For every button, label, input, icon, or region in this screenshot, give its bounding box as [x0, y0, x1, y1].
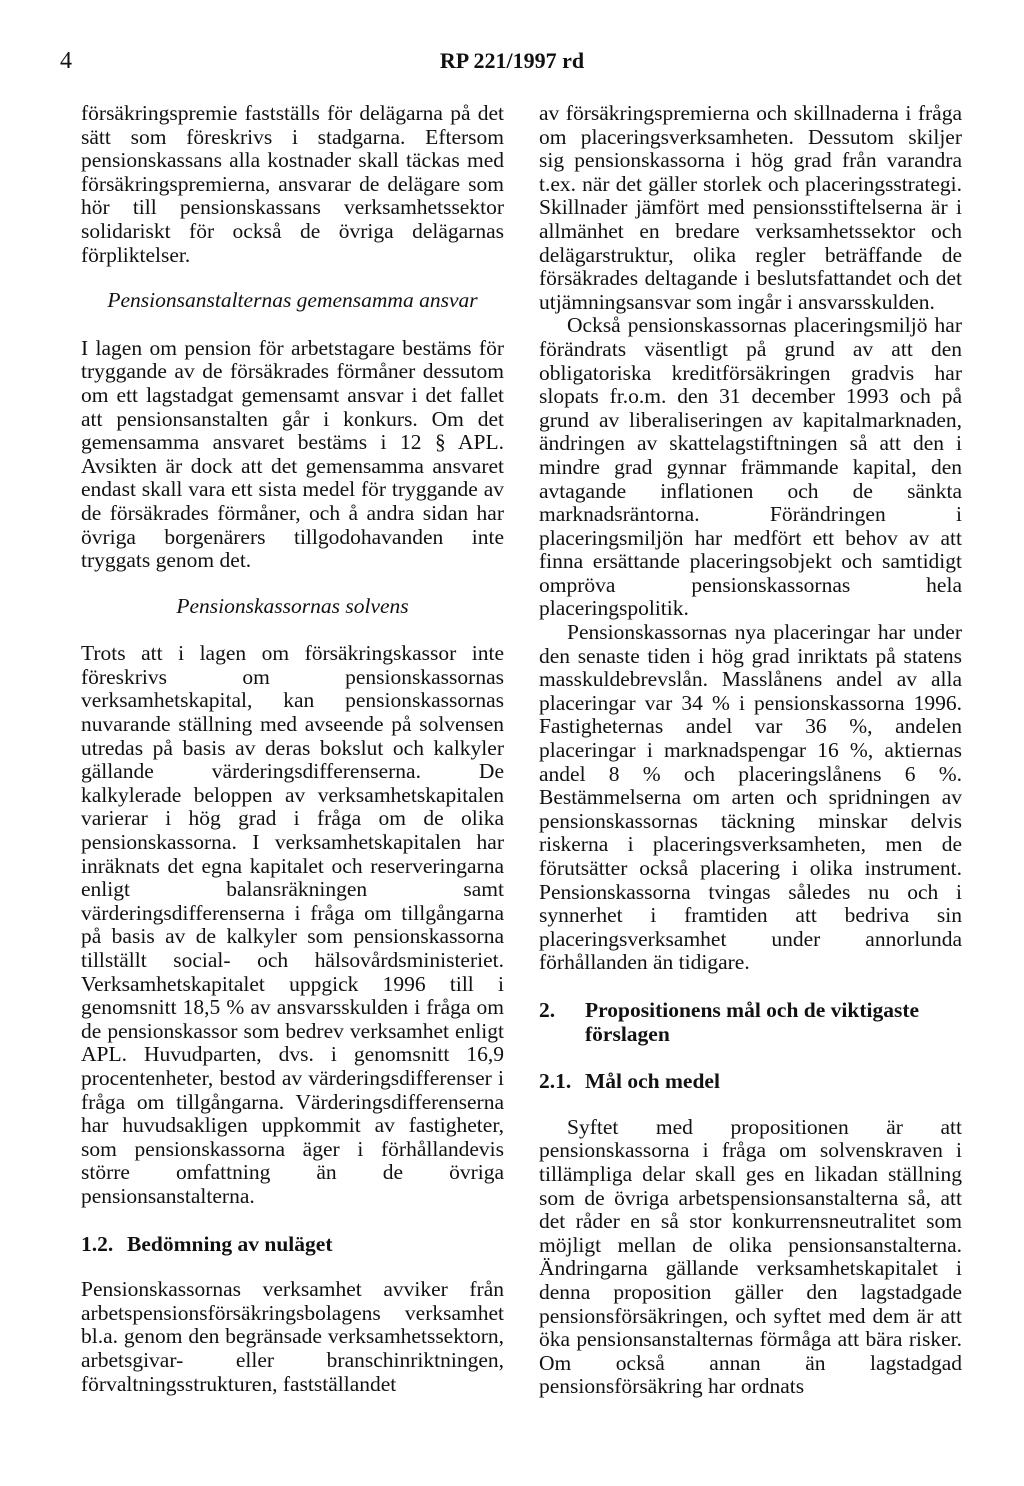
paragraph: Också pensionskassornas placeringsmiljö har förändrats väsentligt på grund av att den obligatoriska kreditförsäkringen gradvis har slopats fr.o.m. den 31 december 1993 och på grund av liberaliseringen av kapitalmarknaden, ändringen av skattelagstiftningen så att den i mindre grad gynnar främmande kapital, den avtagande inflationen och de sänkta marknadsräntorna. Förändringen i placeringsmiljön har medfört ett behov av att finna ersättande placeringsobjekt och samtidigt ompröva pensionskassornas hela placeringspolitik. — [539, 313, 962, 621]
section-heading-numbered — [81, 1233, 504, 1257]
paragraph: Pensionskassornas nya placeringar har under den senaste tiden i hög grad inriktats på statens masskuldebrevslån. Masslånens andel av alla placeringar var 34 % i pensionskassorna 1996. Fastigheternas andel var 36 %, andelen placeringar i marknadspengar 16 %, aktiernas andel 8 % och placeringslånens 6 %. Bestämmelserna om arten och spridningen av pensionskassornas täckning minskar delvis riskerna i placeringsverksamheten, men de förutsätter också placering i olika instrument. Pensionskassorna tvingas således nu och i synnerhet i framtiden att bedriva sin placeringsverksamhet under annorlunda förhållanden än tidigare. — [539, 620, 962, 975]
paragraph: försäkringspremie fastställs för delägarna på det sätt som föreskrivs i stadgarna. Eftersom pensionskassans alla kostnader skall täckas med försäkringspremierna, ansvarar de delägare som hör till pensionskassans verksamhetssektor solidariskt för också de övriga delägarnas förpliktelser. — [81, 101, 504, 267]
right-column — [539, 102, 962, 1399]
page-number: 4 — [60, 48, 72, 74]
left-column — [81, 102, 504, 1396]
section-heading: Pensionsanstalternas gemensamma ansvar — [107, 288, 478, 313]
page-header — [0, 44, 1024, 78]
section-number: 1.2. — [81, 1231, 114, 1256]
section-heading: Pensionskassornas solvens — [176, 593, 409, 618]
paragraph: I lagen om pension för arbetstagare bestäms för tryggande av de försäkrades förmåner dessutom om ett lagstadgat gemensamt ansvar i det fallet att pensionsanstalten går i konkurs. Om det gemensamma ansvaret bestäms i 12 § APL. Avsikten är dock att det gemensamma ansvaret endast skall vara ett sista medel för tryggande av de försäkrades förmåner, och å andra sidan har övriga borgenärers tillgodohavanden inte tryggats genom det. — [81, 335, 504, 573]
document-id: RP 221/1997 rd — [439, 48, 585, 73]
paragraph: av försäkringspremierna och skillnaderna i fråga om placeringsverksamheten. Dessutom skiljer sig pensionskassorna i hög grad från varandra t.ex. när det gäller storlek och placeringsstrategi. Skillnader jämfört med pensionsstiftelserna är i allmänhet en bredare verksamhetssektor och delägarstruktur, olika regler beträffande de försäkrades deltagande i beslutsfattandet och det utjämningsansvar som ingår i ansvarsskulden. — [539, 101, 962, 314]
section-number: 2.1. — [539, 1069, 572, 1094]
section-number: 2. — [539, 997, 556, 1022]
section-title: Mål och medel — [585, 1069, 720, 1094]
subsection-heading-numbered — [539, 1070, 962, 1094]
paragraph: Pensionskassornas verksamhet avviker från arbetspensionsförsäkringsbolagens verksamhet bl.a. genom den begränsade verksamhetssektorn, arbetsgivar- eller branschinriktningen, förvaltningsstrukturen, fastställandet — [81, 1277, 504, 1396]
paragraph: Trots att i lagen om försäkringskassor inte föreskrivs om pensionskassornas verksamhetskapital, kan pensionskassornas nuvarande ställning med avseende på solvensen utredas på basis av deras bokslut och kalkyler gällande värderingsdifferenserna. De kalkylerade beloppen av verksamhetskapitalen varierar i hög grad i fråga om de olika pensionskassorna. I verksamhetskapitalen har inräknats det egna kapitalet och reserveringarna enligt balansräkningen samt värderingsdifferenserna i fråga om tillgångarna på basis av de kalkyler som pensionskassorna tillställt social- och hälsovårdsministeriet. Verksamhetskapitalet uppgick 1996 till i genomsnitt 18,5 % av ansvarsskulden i fråga om de pensionskassor som bedrev verksamhet enligt APL. Huvudparten, dvs. i genomsnitt 16,9 procentenheter, bestod av värderingsdifferenser i fråga om tillgångarna. Värderingsdifferenserna har huvudsakligen uppkommit av fastigheter, som pensionskassorna äger i förhållandevis större omfattning än de övriga pensionsanstalterna. — [81, 641, 504, 1208]
section-title: Bedömning av nuläget — [127, 1231, 333, 1256]
section-title: Propositionens mål och de viktigaste förslagen — [585, 997, 920, 1046]
paragraph: Syftet med propositionen är att pensionskassorna i fråga om solvenskraven i tillämpliga delar skall ges en likadan ställning som de övriga arbetspensionsanstalterna så, att det råder en så stor konkurrensneutralitet som möjligt mellan de olika pensionsanstalterna. Ändringarna gällande verksamhetskapitalet i denna proposition gäller den lagstadgade pensionsförsäkringen, och syftet med dem är att öka pensionsanstalternas förmåga att bära risker. Om också annan än lagstadgad pensionsförsäkring har ordnats — [539, 1114, 962, 1399]
section-heading-numbered — [539, 999, 962, 1046]
